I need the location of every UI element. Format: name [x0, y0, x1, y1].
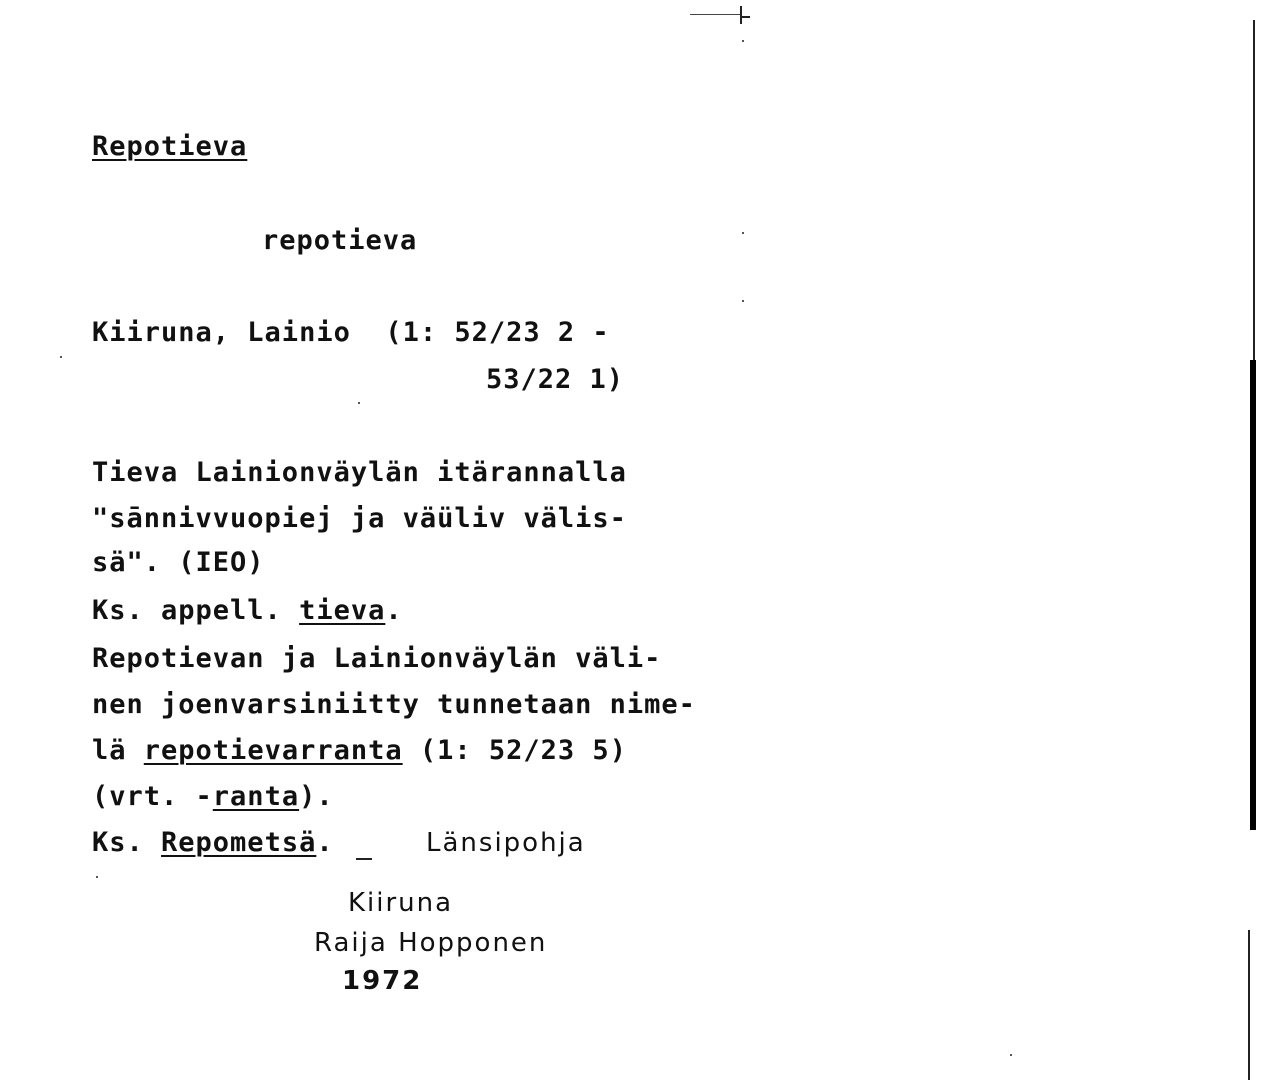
scan-speck	[358, 402, 360, 404]
stray-mark	[356, 858, 372, 860]
scan-speck	[1010, 1054, 1012, 1056]
scan-edge-line	[1248, 930, 1250, 1080]
crop-mark	[690, 14, 742, 15]
scan-speck	[742, 40, 744, 42]
cross-ref-tieva: tieva	[299, 595, 386, 626]
footer-collector: Raija Hopponen	[314, 928, 548, 958]
body-line-8	[92, 782, 334, 812]
text: Ks.	[92, 827, 162, 858]
footer-year: 1972	[342, 966, 423, 996]
footer-place: Kiiruna	[348, 888, 454, 918]
location-line-2: 53/22 1)	[486, 364, 625, 395]
body-line-6: nen joenvarsiniitty tunnetaan nime-	[92, 689, 696, 720]
body-line-3: sä". (IEO)	[92, 547, 265, 578]
card-heading: Repotieva	[92, 131, 248, 162]
card-subheading: repotieva	[262, 225, 418, 256]
scan-speck	[96, 876, 98, 878]
body-line-2: "sānnivvuopiej ja väüliv välis-	[92, 503, 627, 534]
scan-edge-line	[1250, 360, 1256, 830]
body-line-9	[92, 828, 334, 858]
text: (1: 52/23 5)	[402, 735, 627, 766]
text: ).	[299, 781, 334, 812]
scan-speck	[742, 300, 744, 302]
crop-mark	[740, 16, 750, 18]
location-line-1: Kiiruna, Lainio (1: 52/23 2 -	[92, 317, 610, 348]
body-line-1: Tieva Lainionväylän itärannalla	[92, 457, 627, 488]
region-stamp: Länsipohja	[426, 828, 586, 858]
punct: .	[385, 595, 403, 626]
cross-ref-ranta: ranta	[212, 781, 300, 812]
scan-speck	[60, 356, 62, 358]
scan-edge-line	[1253, 20, 1255, 360]
body-line-4	[92, 596, 403, 626]
text: (vrt. -	[92, 781, 213, 812]
scan-speck	[742, 232, 744, 234]
see-label: Ks. appell.	[92, 595, 300, 626]
cross-ref-repotievarranta: repotievarranta	[143, 735, 403, 766]
text: lä	[92, 735, 144, 766]
body-line-7	[92, 736, 627, 766]
body-line-5: Repotievan ja Lainionväylän väli-	[92, 643, 662, 674]
crop-mark	[740, 6, 742, 24]
cross-ref-repometsa: Repometsä	[161, 827, 317, 858]
text: .	[316, 827, 334, 858]
